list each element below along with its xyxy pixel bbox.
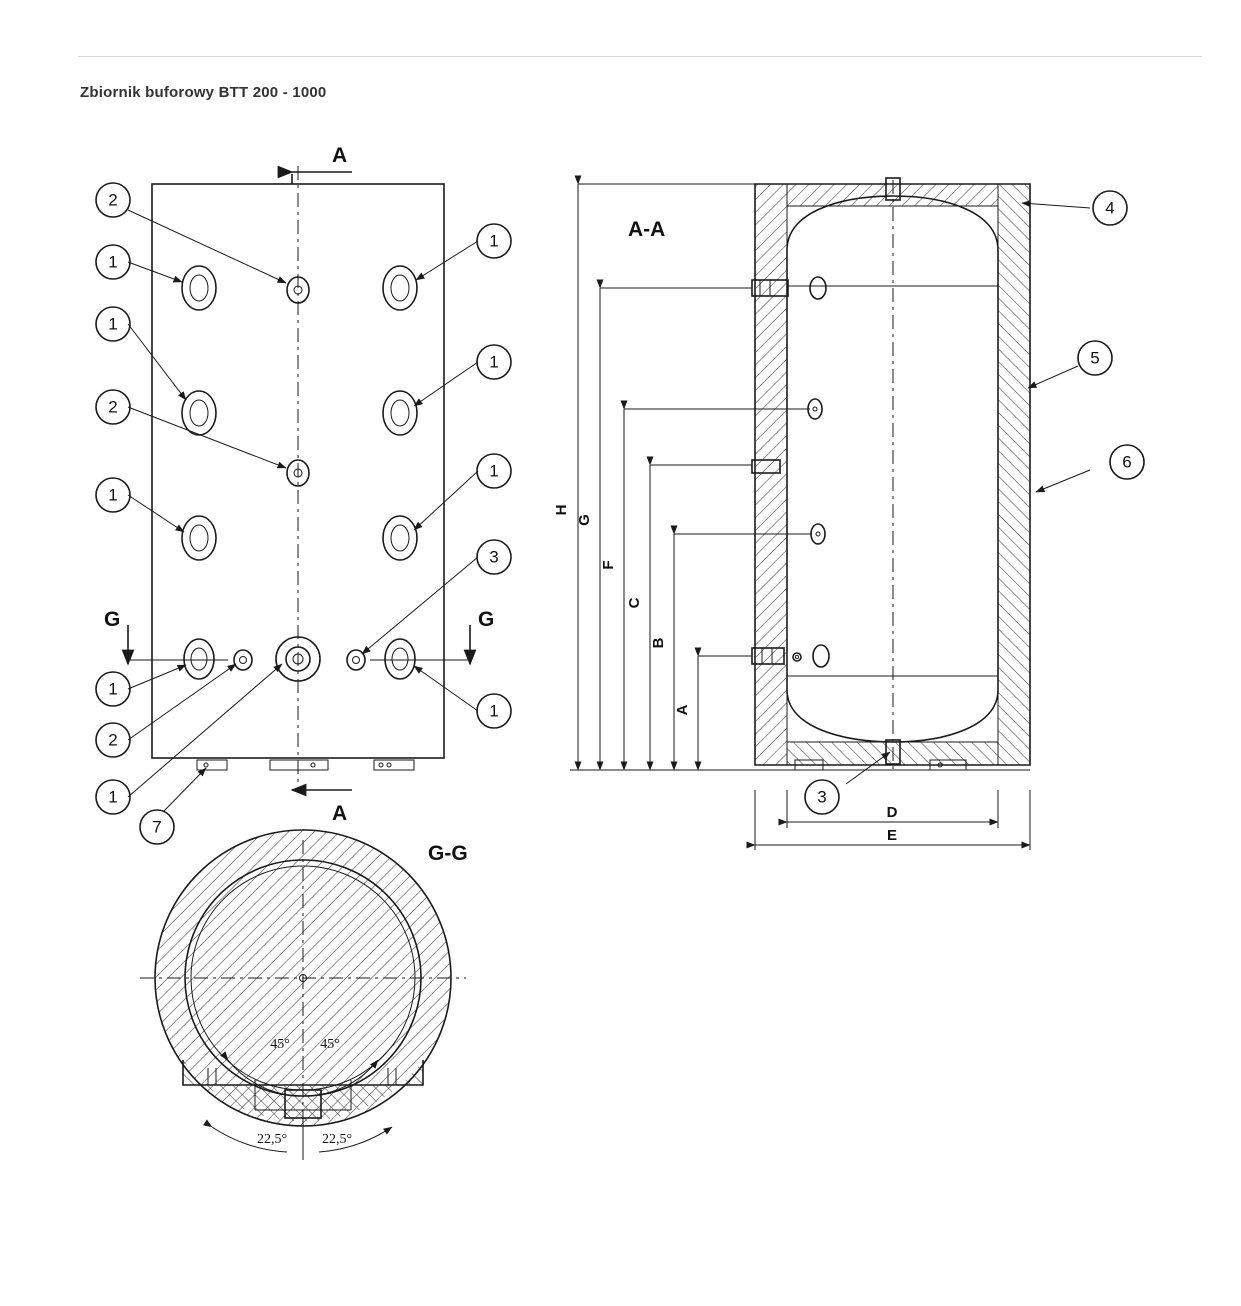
balloon-5 (1078, 341, 1112, 375)
balloon-1-right-2 (477, 345, 511, 379)
angle-45-right: 45° (320, 1037, 340, 1052)
section-aa-label: A-A (628, 218, 666, 241)
section-gg-label: G-G (428, 842, 468, 865)
section-marker-left-label: G (104, 608, 121, 631)
svg-text:7: 7 (152, 817, 162, 837)
svg-text:1: 1 (108, 787, 118, 807)
balloon-3-right (477, 540, 511, 574)
svg-text:1: 1 (108, 485, 118, 505)
angle-45-left: 45° (270, 1037, 290, 1052)
page-title: Zbiornik buforowy BTT 200 - 1000 (80, 84, 327, 101)
balloon-1-bottom (96, 780, 130, 814)
dim-B: B (650, 637, 667, 649)
balloon-1-left-4 (96, 672, 130, 706)
svg-text:2: 2 (108, 190, 118, 210)
balloon-4 (1093, 191, 1127, 225)
front-view (96, 144, 511, 844)
dim-G: G (576, 514, 593, 526)
svg-text:3: 3 (489, 547, 499, 567)
balloon-1-right-4 (477, 694, 511, 728)
angle-225-right: 22,5° (321, 1132, 353, 1147)
balloon-1-right-1 (477, 224, 511, 258)
balloon-2-bottom (96, 723, 130, 757)
balloon-2-top-left (96, 183, 130, 217)
dim-H: H (553, 504, 570, 516)
svg-text:1: 1 (489, 352, 499, 372)
dim-E: E (886, 827, 898, 844)
balloon-2-left-2 (96, 390, 130, 424)
svg-text:2: 2 (108, 397, 118, 417)
balloon-3-section (805, 780, 839, 814)
svg-text:1: 1 (489, 461, 499, 481)
dim-D: D (886, 804, 898, 821)
balloon-6 (1110, 445, 1144, 479)
svg-text:1: 1 (108, 252, 118, 272)
dim-C: C (626, 597, 643, 609)
balloon-1-right-3 (477, 454, 511, 488)
angle-225-left: 22,5° (256, 1132, 288, 1147)
svg-text:6: 6 (1122, 452, 1132, 472)
svg-text:2: 2 (108, 730, 118, 750)
svg-text:1: 1 (108, 314, 118, 334)
balloon-1-left-2 (96, 307, 130, 341)
dim-F: F (600, 560, 617, 570)
svg-text:1: 1 (489, 231, 499, 251)
svg-text:5: 5 (1090, 348, 1100, 368)
section-marker-bottom-label: A (332, 802, 348, 825)
section-gg-view (140, 830, 468, 1160)
svg-text:1: 1 (489, 701, 499, 721)
svg-text:4: 4 (1105, 198, 1115, 218)
svg-text:1: 1 (108, 679, 118, 699)
section-marker-top-label: A (332, 144, 348, 167)
section-marker-right-label: G (478, 608, 495, 631)
balloon-7-foot (140, 810, 174, 844)
dim-A: A (674, 704, 691, 716)
balloon-1-left-3 (96, 478, 130, 512)
balloon-1-left-1 (96, 245, 130, 279)
section-aa-view (553, 178, 1144, 850)
svg-text:3: 3 (817, 787, 827, 807)
